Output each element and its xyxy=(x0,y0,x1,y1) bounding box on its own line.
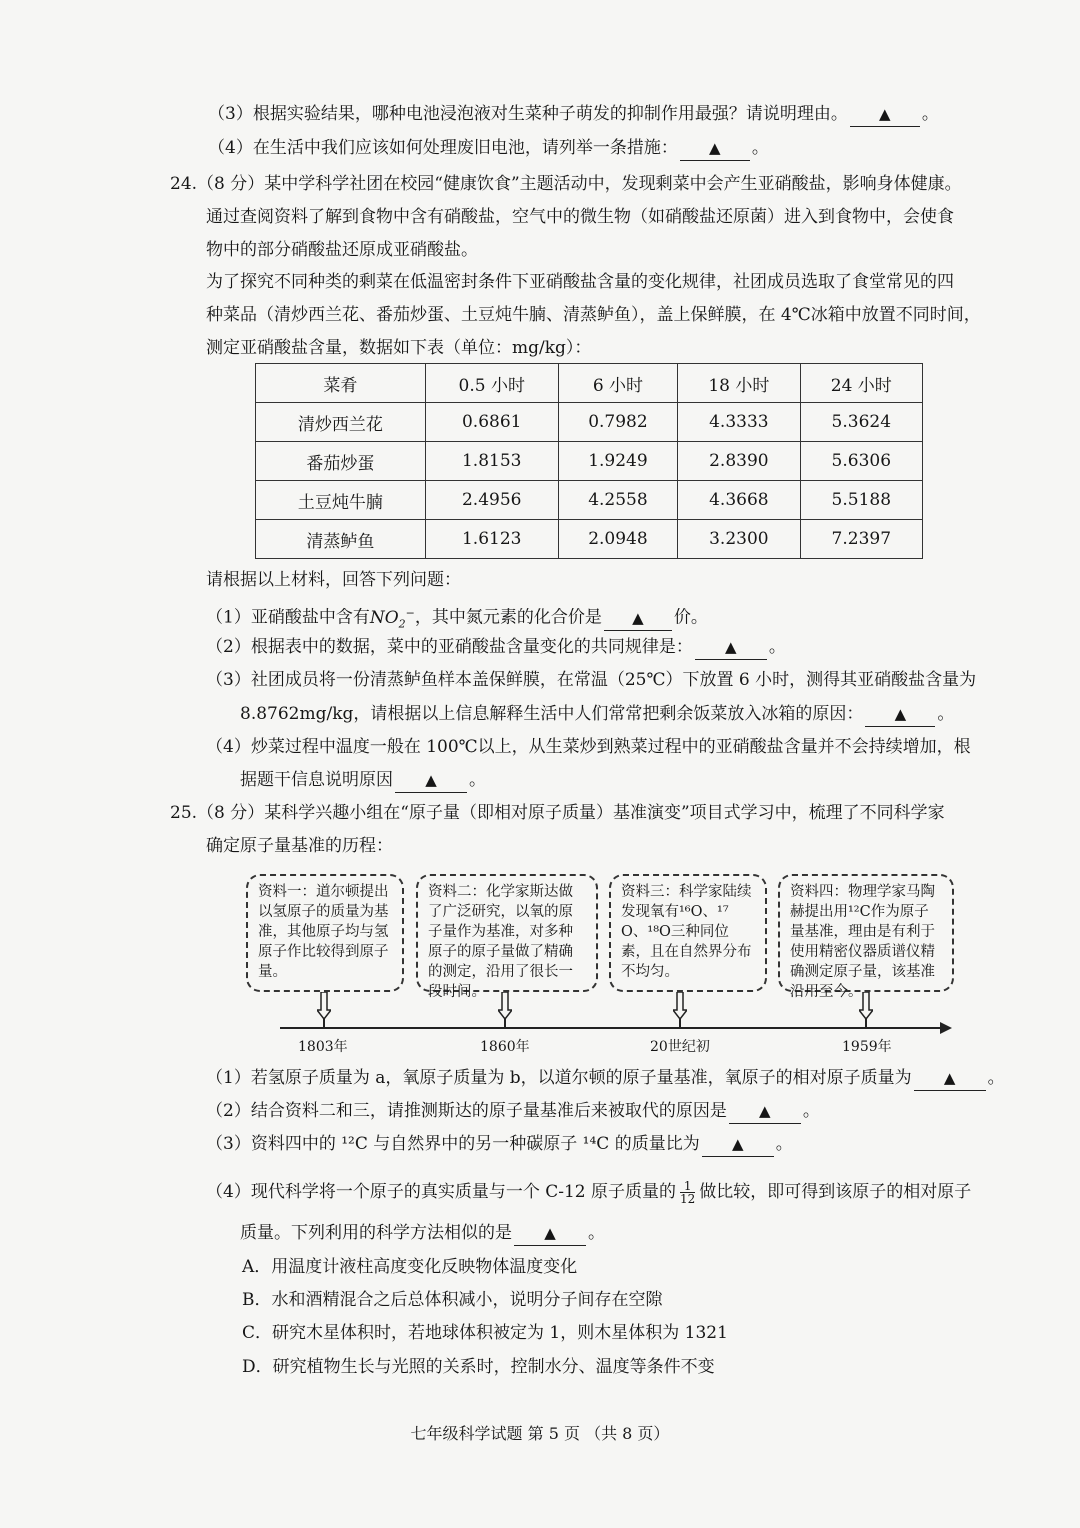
table-cell: 2.0948 xyxy=(558,520,677,559)
table-cell: 4.3333 xyxy=(678,403,800,442)
material-box-1: 资料一：道尔顿提出以氢原子的质量为基准，其他原子均与氢原子作比较得到原子量。 xyxy=(246,874,404,992)
q24-prompt: 请根据以上材料，回答下列问题： xyxy=(206,570,461,590)
answer-blank[interactable]: ▲ xyxy=(702,1132,774,1157)
timeline-year: 1803年 xyxy=(298,1039,348,1055)
table-row xyxy=(256,481,923,520)
answer-blank[interactable]: ▲ xyxy=(604,606,672,631)
q24-part3-cont: 8.8762mg/kg，请根据以上信息解释生活中人们常常把剩余饭菜放入冰箱的原因： ▲ 。 xyxy=(240,702,954,727)
table-cell: 0.7982 xyxy=(558,403,677,442)
q23-part4: （4）在生活中我们应该如何处理废旧电池，请列举一条措施： ▲ 。 xyxy=(208,136,769,161)
material-box-2: 资料二：化学家斯达做了广泛研究，以氧的原子量作为基准，对多种原子的原子量做了精确的测定，沿用了很长一段时间。 xyxy=(416,874,598,992)
table-header-cell: 6 小时 xyxy=(558,364,677,403)
down-arrow-icon xyxy=(859,992,873,1020)
answer-blank[interactable]: ▲ xyxy=(914,1066,986,1091)
q24-part2: （2）根据表中的数据，菜中的亚硝酸盐含量变化的共同规律是： ▲ 。 xyxy=(206,635,786,660)
timeline-arrowhead-icon xyxy=(940,1022,952,1034)
table-cell: 1.8153 xyxy=(425,442,558,481)
table-header-row xyxy=(256,364,923,403)
table-cell: 1.9249 xyxy=(558,442,677,481)
table-cell: 5.6306 xyxy=(800,442,922,481)
q24-text: 通过查阅资料了解到食物中含有硝酸盐，空气中的微生物（如硝酸盐还原菌）进入到食物中，会使食 xyxy=(206,207,954,227)
nitrite-table xyxy=(255,363,923,559)
timeline-tick xyxy=(323,1018,325,1028)
table-header-cell: 菜肴 xyxy=(256,364,426,403)
table-cell: 土豆炖牛腩 xyxy=(256,481,426,520)
page-footer: 七年级科学试题 第 5 页 （共 8 页） xyxy=(410,1424,670,1443)
table-cell: 番茄炒蛋 xyxy=(256,442,426,481)
q24-part1: （1）亚硝酸盐中含有$NO_2^-$，其中氮元素的化合价是 ▲ 价。 xyxy=(206,606,708,631)
table-row xyxy=(256,403,923,442)
table-header-cell: 24 小时 xyxy=(800,364,922,403)
q25-part2: （2）结合资料二和三，请推测斯达的原子量基准后来被取代的原因是 ▲ 。 xyxy=(206,1099,820,1124)
q24-heading: 24.（8 分）某中学科学社团在校园“健康饮食”主题活动中，发现剩菜中会产生亚硝酸盐，影响身体健康。 xyxy=(170,174,962,194)
q25-part3: （3）资料四中的 ¹²C 与自然界中的另一种碳原子 ¹⁴C 的质量比为 ▲ 。 xyxy=(206,1132,793,1157)
table-cell: 3.2300 xyxy=(678,520,800,559)
option-b[interactable]: B．水和酒精混合之后总体积减小，说明分子间存在空隙 xyxy=(242,1290,663,1310)
table-cell: 1.6123 xyxy=(425,520,558,559)
option-a[interactable]: A．用温度计液柱高度变化反映物体温度变化 xyxy=(242,1257,578,1277)
down-arrow-icon xyxy=(317,992,331,1020)
q25-heading: 25.（8 分）某科学兴趣小组在“原子量（即相对原子质量）基准演变”项目式学习中，梳理了不同科学家 xyxy=(170,803,945,823)
option-d[interactable]: D．研究植物生长与光照的关系时，控制水分、温度等条件不变 xyxy=(242,1357,715,1377)
q24-part4-cont: 据题干信息说明原因 ▲ 。 xyxy=(240,768,486,793)
q25-part1: （1）若氢原子质量为 a，氧原子质量为 b，以道尔顿的原子量基准，氧原子的相对原子质量为 ▲ 。 xyxy=(206,1066,1005,1091)
table-cell: 清炒西兰花 xyxy=(256,403,426,442)
q23-part3: （3）根据实验结果，哪种电池浸泡液对生菜种子萌发的抑制作用最强？请说明理由。 ▲ 。 xyxy=(208,102,939,127)
option-c[interactable]: C．研究木星体积时，若地球体积被定为 1，则木星体积为 1321 xyxy=(242,1323,728,1343)
table-cell: 7.2397 xyxy=(800,520,922,559)
down-arrow-icon xyxy=(673,992,687,1020)
table-row xyxy=(256,442,923,481)
material-box-4: 资料四：物理学家马陶赫提出用¹²C作为原子量基准，理由是有利于使用精密仪器质谱仪精确测定原子量，该基准沿用至今。 xyxy=(778,874,954,992)
answer-blank[interactable]: ▲ xyxy=(865,702,935,727)
q25-part4-cont: 质量。下列利用的科学方法相似的是 ▲ 。 xyxy=(240,1221,605,1246)
q24-part3: （3）社团成员将一份清蒸鲈鱼样本盖保鲜膜，在常温（25℃）下放置 6 小时，测得其亚硝酸盐含量为 xyxy=(206,670,977,690)
answer-blank[interactable]: ▲ xyxy=(695,635,767,660)
material-box-3: 资料三：科学家陆续发现氧有¹⁶O、¹⁷O、¹⁸O三种同位素，且在自然界分布不均匀。 xyxy=(609,874,767,992)
table-cell: 5.5188 xyxy=(800,481,922,520)
table-header-cell: 0.5 小时 xyxy=(425,364,558,403)
answer-blank[interactable]: ▲ xyxy=(395,768,467,793)
timeline-year: 20世纪初 xyxy=(650,1039,710,1055)
q24-part4: （4）炒菜过程中温度一般在 100℃以上，从生菜炒到熟菜过程中的亚硝酸盐含量并不会持续增加，根 xyxy=(206,737,971,757)
q24-text: 物中的部分硝酸盐还原成亚硝酸盐。 xyxy=(206,240,478,260)
answer-blank[interactable]: ▲ xyxy=(680,136,750,161)
down-arrow-icon xyxy=(498,992,512,1020)
table-cell: 0.6861 xyxy=(425,403,558,442)
fraction: $\frac{1}{12}$ xyxy=(680,1179,696,1206)
q24-text: 种菜品（清炒西兰花、番茄炒蛋、土豆炖牛腩、清蒸鲈鱼），盖上保鲜膜，在 4℃冰箱中放置不同时间， xyxy=(206,305,981,325)
timeline-tick xyxy=(504,1018,506,1028)
table-cell: 4.3668 xyxy=(678,481,800,520)
table-header-cell: 18 小时 xyxy=(678,364,800,403)
table-cell: 5.3624 xyxy=(800,403,922,442)
table-cell: 清蒸鲈鱼 xyxy=(256,520,426,559)
q25-part4: （4）现代科学将一个原子的真实质量与一个 C-12 原子质量的 $\frac{1}{12}$ 做比较，即可得到该原子的相对原子 xyxy=(206,1179,972,1206)
table-cell: 2.8390 xyxy=(678,442,800,481)
nitrite-formula: $NO_2^-$ xyxy=(369,606,415,631)
answer-blank[interactable]: ▲ xyxy=(514,1221,586,1246)
timeline-year: 1959年 xyxy=(842,1039,892,1055)
q25-text: 确定原子量基准的历程： xyxy=(206,836,393,856)
q24-text: 测定亚硝酸盐含量，数据如下表（单位：mg/kg）： xyxy=(206,338,592,358)
table-row xyxy=(256,520,923,559)
answer-blank[interactable]: ▲ xyxy=(729,1099,801,1124)
table-cell: 2.4956 xyxy=(425,481,558,520)
timeline-tick xyxy=(865,1018,867,1028)
table-cell: 4.2558 xyxy=(558,481,677,520)
q24-text: 为了探究不同种类的剩菜在低温密封条件下亚硝酸盐含量的变化规律，社团成员选取了食堂常见的四 xyxy=(206,272,954,292)
timeline-year: 1860年 xyxy=(480,1039,530,1055)
answer-blank[interactable]: ▲ xyxy=(850,102,920,127)
timeline-tick xyxy=(679,1018,681,1028)
timeline-axis xyxy=(280,1027,942,1029)
